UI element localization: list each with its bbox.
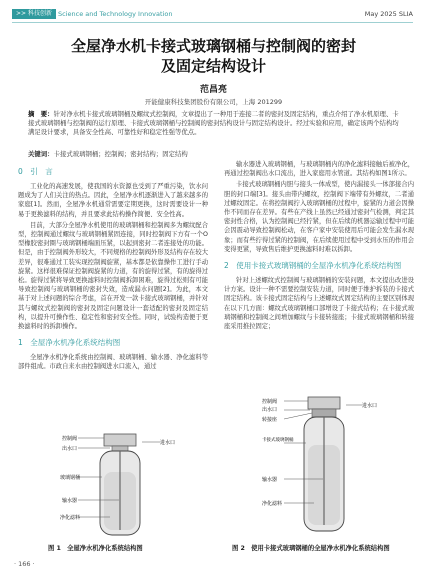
abstract-label: 摘 要： bbox=[28, 110, 54, 118]
paragraph: 输水器进入玻璃钢桶，与玻璃钢桶内的净化滤料接触后被净化，再通过控制阀出水口流出，进入家庭用水管道。其结构如图1所示。 bbox=[224, 161, 414, 178]
paragraph: 全屋净水机净化系统由控制阀、玻璃钢桶、输水器、净化滤料等部件组成。市政自来水由控制阀进水口流入，通过 bbox=[18, 354, 208, 371]
abstract bbox=[28, 110, 400, 137]
figure-2-diagram bbox=[262, 395, 382, 535]
issue-label: May 2025 SLIA bbox=[364, 10, 413, 18]
valve-neck-shape bbox=[112, 446, 128, 451]
keywords bbox=[28, 150, 400, 159]
fig2-label: 进水口 bbox=[362, 403, 378, 409]
fig2-label: 控制阀 bbox=[262, 399, 278, 405]
fig1-label: 出水口 bbox=[62, 446, 78, 452]
fig2-label: 转接座 bbox=[262, 417, 278, 423]
title-line-2: 及固定结构设计 bbox=[160, 57, 266, 75]
right-column bbox=[224, 160, 414, 333]
fig1-label: 控制阀 bbox=[62, 436, 78, 442]
keywords-label: 关键词： bbox=[28, 150, 54, 158]
paper-title bbox=[0, 36, 427, 76]
abstract-text: 针对净水机卡接式玻璃钢桶及螺纹式控制阀，文章提出了一种用于连接二者的密封及固定结构，重点介绍了净水机原理、卡接式玻璃钢桶与控制阀的运行原理、卡接式玻璃钢桶与控制阀的密封结构设计与固定结构设计。经过实验和应用，确定该两个结构均满足设计要求，具备安全性高、可靠性好和稳定性强等优点。 bbox=[28, 110, 399, 136]
fig2-label: 卡接式玻璃钢桶 bbox=[262, 438, 294, 443]
adapter-shape bbox=[312, 409, 336, 417]
page-number: · 166 · bbox=[14, 560, 35, 568]
paragraph: 目前，大部分全屋净水机使用的玻璃钢桶和控制阀多为螺纹配合型，控制阀通过螺纹与玻璃钢桶紧固连接，同时控制阀下方有一个O型橡胶密封圈与玻璃钢桶端面压紧，以起到密封二者连接处的功能。但是，由于控制阀外形较大，不同规格的控制阀外形及结构存在较大差异，很难通过工装实现控制阀旋紧，基本都是依靠操作工进行手动旋紧。这样很难保证控制阀旋紧的力道，有的旋得过紧，有的旋得过松。旋得过紧将导致更换滤料时控制阀拆卸困难，旋得过松则有可能导致控制阀与玻璃钢桶的密封失效，造成漏水问题[2]。为此，本文基于对上述问题的综合考虑，首在开发一款卡接式玻璃钢桶，并针对其与螺纹式控制阀的密封及固定问题设计一套适配的密封及固定结构，以提升可操作性、稳定性和密封安全性。同时，试验构造便于更换滤料时的拆卸操作。 bbox=[18, 221, 208, 331]
fig1-label: 输水器 bbox=[62, 498, 78, 504]
figure-1-caption: 图 1 全屋净水机净化系统结构图 bbox=[48, 545, 143, 552]
fig2-label: 输水器 bbox=[262, 477, 278, 483]
fig1-label: 玻璃钢桶 bbox=[60, 475, 81, 481]
page-header bbox=[0, 0, 427, 26]
control-valve-shape bbox=[308, 397, 340, 409]
fig2-label: 净化滤料 bbox=[262, 501, 283, 507]
figure-2-caption: 图 2 使用卡接式玻璃钢桶的全屋净水机净化系统结构图 bbox=[232, 545, 390, 552]
journal-name: Science and Technology Innovation bbox=[58, 10, 173, 18]
keywords-text: 卡接式玻璃钢桶；控制阀；密封结构；固定结构 bbox=[53, 150, 188, 158]
fig2-label: 出水口 bbox=[262, 407, 278, 413]
fig1-label: 净化滤料 bbox=[60, 515, 81, 521]
left-column bbox=[18, 160, 208, 374]
header-rule bbox=[12, 22, 413, 23]
title-line-1: 全屋净水机卡接式玻璃钢桶与控制阀的密封 bbox=[70, 37, 356, 55]
figure-1-diagram bbox=[60, 432, 180, 540]
section-heading-2: 2 使用卡接式玻璃钢桶的全屋净水机净化系统结构图 bbox=[224, 261, 402, 271]
author: 范昌亮 bbox=[199, 85, 227, 95]
fig1-label: 进水口 bbox=[160, 440, 176, 446]
paragraph: 针对上述螺纹式控制阀与玻璃钢桶的安装问题，本文提出改进设计方案。设计一种不需要控制安装力道，同时便于维护拆装的卡接式固定结构。该卡接式固定结构与上述螺纹式固定结构的主要区别体现在以下几方面：螺纹式玻璃钢桶口部增设了卡接式结构；在卡接式玻璃钢桶和控制阀之间增加螺纹与卡接转接座；卡接式玻璃钢桶和转接座采用推拉固定； bbox=[224, 277, 414, 331]
control-valve-shape bbox=[104, 434, 136, 446]
figure-1 bbox=[60, 432, 180, 540]
section-heading-1: 1 全屋净水机净化系统结构图 bbox=[18, 338, 121, 348]
paragraph: 卡接式玻璃钢桶内胆与接头一体成型，使内漏接头一体部接合内胆的封口端[3]。接头由带内螺纹，控制阀下端带有外螺纹，二者通过螺纹固定。在将控制阀拧入玻璃钢桶的过程中，旋紧的力道会因操作不同而存在差异。有些在产线上虽然已经通过密封气检测，判定其密封性合格，认为控制阀已经拧紧，但在后续的机器运输过程中可能会因震动导致控制阀松动，在客户家中安装使用后可能会发生漏水现象；而有些拧得过紧的控制阀，在后续使用过程中受到水压的作用会变得更紧，导致售后维护更换滤料时难以拆卸。 bbox=[224, 181, 414, 253]
figure-2 bbox=[262, 395, 382, 535]
paragraph: 工业化的高速发展，使我国的水资源也受到了严重污染，饮水问题成为了人们关注的热点。因此，全屋净水机逐渐进入了越来越多的家庭[1]。然而，全屋净水机通常需要定期更换，这时需要设计一种易于更换滤料的结构，并且要求此结构操作简便、安全性高。 bbox=[18, 183, 208, 218]
affiliation: 开能健康科技集团股份有限公司，上海 201299 bbox=[144, 98, 283, 106]
section-tag: >> 科技创新 bbox=[12, 9, 56, 19]
section-heading-0: 0 引 言 bbox=[18, 167, 53, 176]
